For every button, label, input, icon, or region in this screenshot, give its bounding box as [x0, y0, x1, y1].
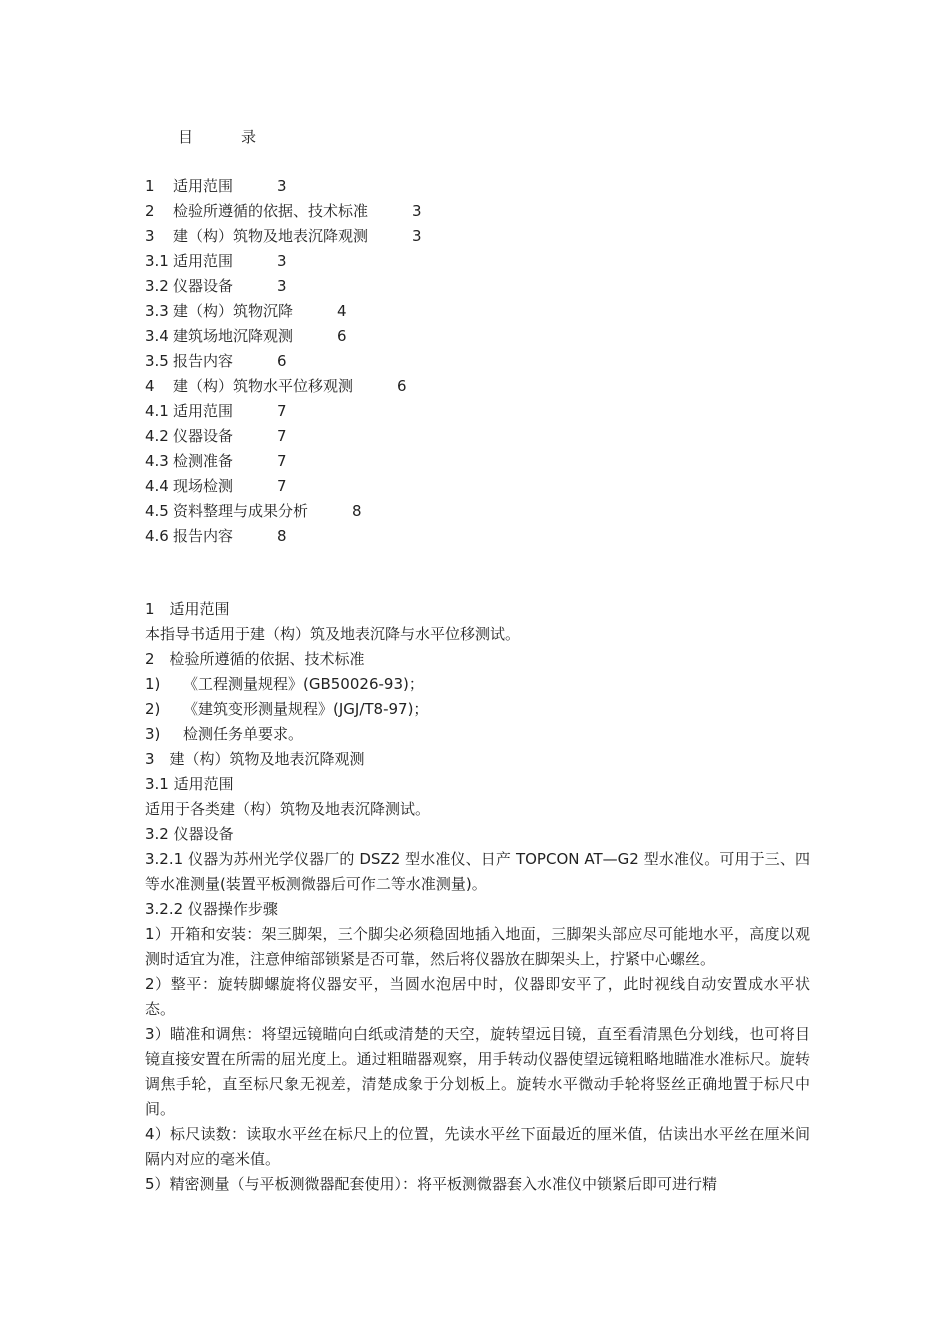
- section-heading: 1 适用范围: [145, 600, 230, 618]
- toc-entry-label: 报告内容: [173, 527, 234, 545]
- toc-entry-page: 6: [337, 327, 347, 345]
- toc-entry-page: 7: [277, 477, 287, 495]
- toc-entry-page: 7: [277, 452, 287, 470]
- toc-entry: [145, 449, 422, 474]
- toc-entry: [145, 499, 422, 524]
- toc-entry-page: 3: [277, 177, 287, 195]
- toc-entry: [145, 524, 422, 549]
- toc-entry-label: 建筑场地沉降观测: [173, 327, 294, 345]
- paragraph: 本指导书适用于建（构）筑及地表沉降与水平位移测试。: [145, 625, 521, 643]
- list-item: [145, 697, 810, 722]
- toc-entry-label: 建（构）筑物水平位移观测: [173, 377, 354, 395]
- toc-entry-label: 现场检测: [173, 477, 234, 495]
- toc-entry-page: 4: [337, 302, 347, 320]
- toc-entry: [145, 249, 422, 274]
- step-paragraph: 5）精密测量（与平板测微器配套使用）：将平板测微器套入水准仪中锁紧后即可进行精: [145, 1175, 718, 1193]
- toc-entry-label: 资料整理与成果分析: [173, 502, 309, 520]
- toc-entry: [145, 399, 422, 424]
- toc-entry-label: 检验所遵循的依据、技术标准: [173, 202, 369, 220]
- toc-entry-number: 4.1: [145, 402, 169, 420]
- paragraph: 3.2.1 仪器为苏州光学仪器厂的 DSZ2 型水准仪、日产 TOPCON AT—G2 型水准仪。可用于三、四等水准测量(装置平板测微器后可作二等水准测量)。: [145, 850, 810, 893]
- subsection-heading: 3.2 仪器设备: [145, 825, 234, 843]
- toc-entry-page: 6: [397, 377, 407, 395]
- toc-entry-number: 3.5: [145, 352, 169, 370]
- table-of-contents: [145, 174, 422, 549]
- toc-entry: [145, 324, 422, 349]
- toc-entry: [145, 349, 422, 374]
- toc-entry-number: 4.4: [145, 477, 169, 495]
- toc-entry-label: 检测准备: [173, 452, 234, 470]
- list-item-text: 《建筑变形测量规程》(JGJ/T8-97)；: [183, 700, 429, 718]
- toc-entry-number: 4.3: [145, 452, 169, 470]
- toc-entry-number: 3.1: [145, 252, 169, 270]
- toc-entry-label: 报告内容: [173, 352, 234, 370]
- toc-entry-number: 2: [145, 202, 155, 220]
- toc-title-left: 目: [178, 128, 194, 146]
- toc-entry-number: 4.2: [145, 427, 169, 445]
- toc-entry-label: 建（构）筑物沉降: [173, 302, 294, 320]
- toc-entry: [145, 199, 422, 224]
- list-item-text: 《工程测量规程》(GB50026-93)；: [183, 675, 424, 693]
- list-item-text: 检测任务单要求。: [183, 725, 304, 743]
- toc-entry: [145, 374, 422, 399]
- toc-entry-number: 4.5: [145, 502, 169, 520]
- list-item-index: 2): [145, 700, 161, 718]
- toc-entry-number: 4.6: [145, 527, 169, 545]
- toc-entry-label: 适用范围: [173, 177, 234, 195]
- toc-entry: [145, 274, 422, 299]
- toc-entry-number: 1: [145, 177, 155, 195]
- subsection-heading: 3.2.2 仪器操作步骤: [145, 900, 278, 918]
- toc-entry-number: 3.2: [145, 277, 169, 295]
- toc-entry-page: 8: [277, 527, 287, 545]
- paragraph: 适用于各类建（构）筑物及地表沉降测试。: [145, 800, 431, 818]
- toc-entry-page: 3: [412, 202, 422, 220]
- subsection-heading: 3.1 适用范围: [145, 775, 234, 793]
- section-heading: 3 建（构）筑物及地表沉降观测: [145, 750, 365, 768]
- toc-entry-label: 适用范围: [173, 252, 234, 270]
- toc-entry-page: 3: [277, 277, 287, 295]
- section-heading: 2 检验所遵循的依据、技术标准: [145, 650, 365, 668]
- list-item: [145, 722, 810, 747]
- toc-entry: [145, 224, 422, 249]
- step-paragraph: 4）标尺读数：读取水平丝在标尺上的位置，先读水平丝下面最近的厘米值，估读出水平丝在厘米间隔内对应的毫米值。: [145, 1125, 810, 1168]
- toc-entry-label: 适用范围: [173, 402, 234, 420]
- toc-entry-label: 仪器设备: [173, 427, 234, 445]
- step-paragraph: 1）开箱和安装：架三脚架，三个脚尖必须稳固地插入地面，三脚架头部应尽可能地水平，高度以观测时适宜为准，注意伸缩部锁紧是否可靠，然后将仪器放在脚架头上，拧紧中心螺丝。: [145, 925, 810, 968]
- toc-entry-page: 8: [352, 502, 362, 520]
- toc-entry-number: 4: [145, 377, 155, 395]
- toc-entry: [145, 299, 422, 324]
- toc-entry-number: 3.4: [145, 327, 169, 345]
- toc-entry-label: 仪器设备: [173, 277, 234, 295]
- step-paragraph: 2）整平：旋转脚螺旋将仪器安平，当圆水泡居中时，仪器即安平了，此时视线自动安置成水平状态。: [145, 975, 810, 1018]
- toc-entry: [145, 174, 422, 199]
- toc-title: [178, 126, 256, 148]
- toc-entry-page: 6: [277, 352, 287, 370]
- toc-entry: [145, 474, 422, 499]
- toc-entry-number: 3.3: [145, 302, 169, 320]
- toc-entry: [145, 424, 422, 449]
- document-body: [145, 597, 810, 1197]
- toc-entry-page: 7: [277, 427, 287, 445]
- toc-entry-page: 3: [277, 252, 287, 270]
- toc-entry-number: 3: [145, 227, 155, 245]
- toc-entry-label: 建（构）筑物及地表沉降观测: [173, 227, 369, 245]
- list-item: [145, 672, 810, 697]
- toc-entry-page: 7: [277, 402, 287, 420]
- toc-entry-page: 3: [412, 227, 422, 245]
- list-item-index: 1): [145, 675, 161, 693]
- list-item-index: 3): [145, 725, 161, 743]
- toc-title-right: 录: [241, 128, 257, 146]
- step-paragraph: 3）瞄准和调焦：将望远镜瞄向白纸或清楚的天空，旋转望远目镜，直至看清黑色分划线，也可将目镜直接安置在所需的屈光度上。通过粗瞄器观察，用手转动仪器使望远镜粗略地瞄准水准标尺。旋转调焦手轮，直至标尺象无视差，清楚成象于分划板上。旋转水平微动手轮将竖丝正确地置于标尺中间。: [145, 1025, 810, 1118]
